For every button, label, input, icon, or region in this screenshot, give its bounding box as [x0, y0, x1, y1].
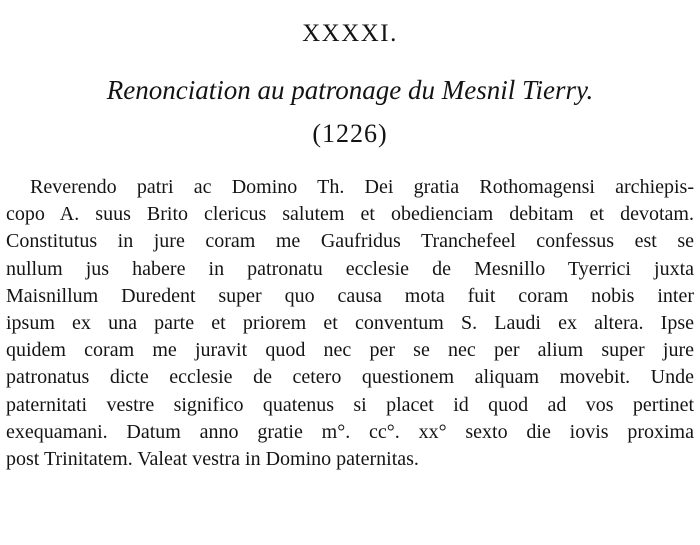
body-line: ipsum ex una parte et priorem et conventum S. Laudi ex altera. Ipse [6, 311, 694, 334]
body-line: quidem coram me juravit quod nec per se nec per alium super jure [6, 339, 694, 362]
charter-title: Renonciation au patronage du Mesnil Tierry. [106, 75, 594, 105]
body-line: exequamani. Datum anno gratie m°. cc°. xx° sexto die iovis proxima [6, 420, 694, 443]
body-line: Constitutus in jure coram me Gaufridus Tranchefeel confessus est se [6, 230, 694, 253]
body-line: Reverendo patri ac Domino Th. Dei gratia Rothomagensi archiepis- [30, 176, 694, 198]
charter-year: (1226) [312, 119, 388, 148]
body-line: Maisnillum Duredent super quo causa mota fuit coram nobis inter [6, 284, 694, 307]
body-line: patronatus dicte ecclesie de cetero questionem aliquam movebit. Unde [6, 366, 694, 389]
body-line: paternitati vestre significo quatenus si placet id quod ad vos pertinet [6, 393, 694, 416]
charter-body [6, 174, 694, 473]
body-line: post Trinitatem. Valeat vestra in Domino paternitas. [6, 447, 419, 470]
body-line: nullum jus habere in patronatu ecclesie de Mesnillo Tyerrici juxta [6, 257, 694, 280]
body-line: copo A. suus Brito clericus salutem et obedienciam debitam et devotam. [6, 203, 694, 226]
charter-number: XXXXI. [302, 20, 398, 47]
